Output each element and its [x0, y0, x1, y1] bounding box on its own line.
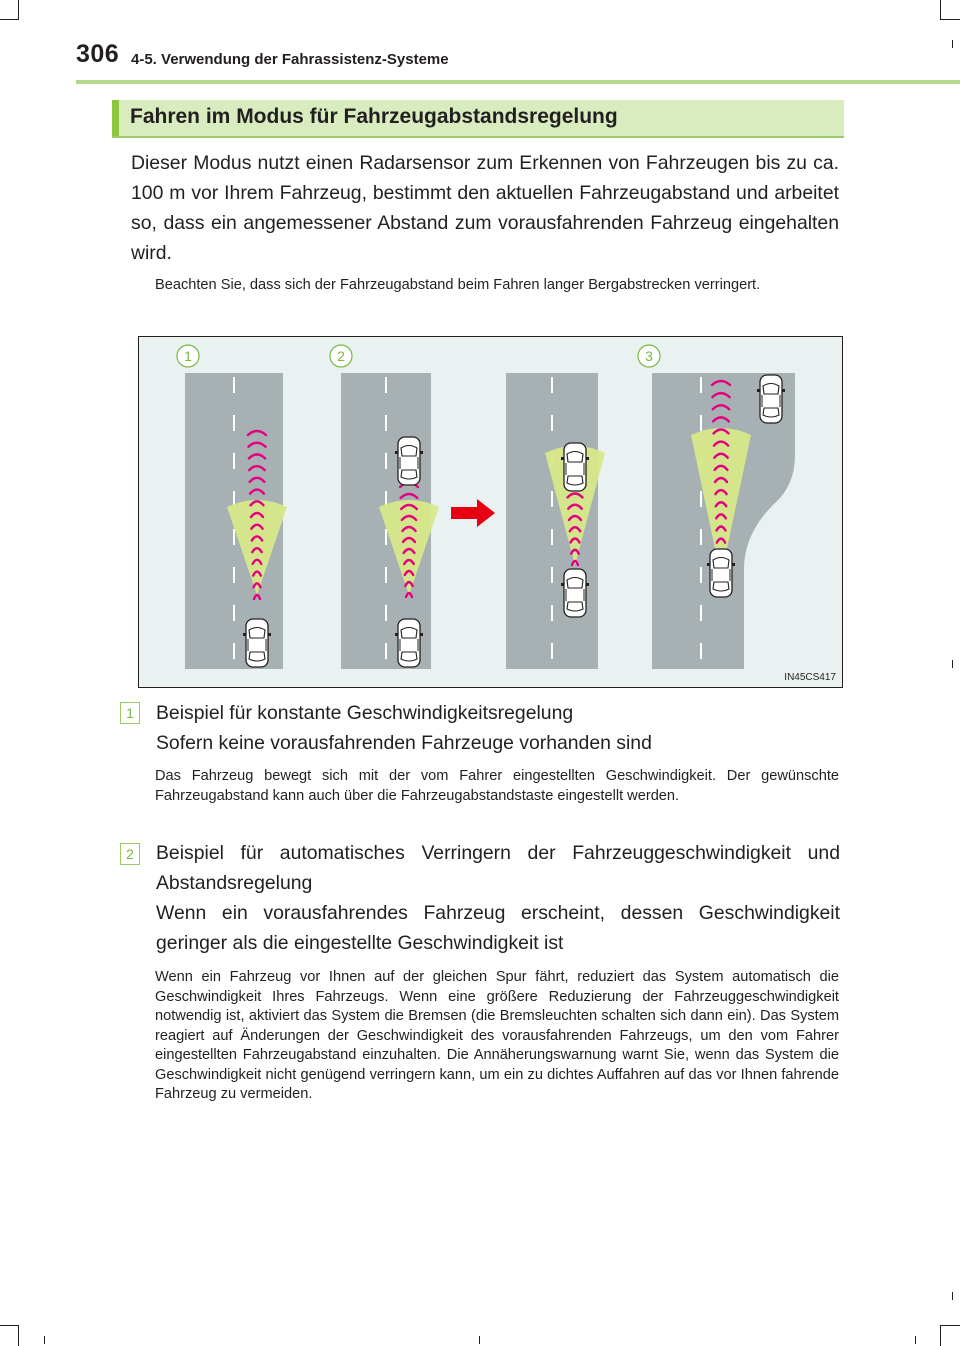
car-icon: [395, 437, 423, 485]
car-icon: [243, 619, 271, 667]
lane-marking: [233, 605, 235, 621]
lane-marking: [551, 491, 553, 507]
lane-marking: [385, 643, 387, 659]
crop-mark: [0, 19, 18, 20]
lane-marking: [700, 529, 702, 545]
lane-marking: [385, 605, 387, 621]
crop-mark: [44, 1336, 45, 1344]
lane-marking: [551, 643, 553, 659]
car-icon: [707, 549, 735, 597]
crop-mark: [940, 0, 941, 20]
radar-illustration: [139, 337, 842, 687]
lane-marking: [233, 453, 235, 469]
lane-marking: [233, 529, 235, 545]
item-heading-line: Beispiel für automatisches Verringern der Fahrzeuggeschwindigkeit und Abstandsregelung: [156, 842, 840, 894]
lane-marking: [233, 377, 235, 393]
lane-marking: [385, 453, 387, 469]
lane-marking: [385, 377, 387, 393]
lane-marking: [551, 529, 553, 545]
lane-marking: [385, 415, 387, 431]
section-accent: [112, 100, 119, 136]
car-icon: [561, 569, 589, 617]
item-heading-line: Beispiel für konstante Geschwindigkeitsregelung: [156, 702, 574, 724]
crop-mark: [952, 40, 953, 48]
item-heading: [156, 838, 840, 958]
crop-mark: [940, 1325, 941, 1346]
item-description: Wenn ein Fahrzeug vor Ihnen auf der gleichen Spur fährt, reduziert das System automatisch die Geschwindigkeit Ihres Fahrzeugs. Wenn eine größere Reduzierung der Fahrzeuggeschwindigkeit notwendig ist, aktiviert das System die Bremsen (die Bremsleuchten schalten sich dann ein). Das System reagiert auf Änderungen der Geschwindigkeit des vorausfahrenden Fahrzeugs, um den vom Fahrer eingestellten Fahrzeugabstand einzuhalten. Die Annäherungswarnung warnt Sie, wenn das System die Geschwindigkeit nicht genügend verringern kann, um ein zu dichtes Auffahren auf das vor Ihnen fahrende Fahrzeug zu vermeiden.: [155, 969, 839, 1102]
lane-marking: [700, 377, 702, 393]
lane-marking: [385, 567, 387, 583]
lane-marking: [700, 605, 702, 621]
lane-marking: [551, 605, 553, 621]
crop-mark: [940, 19, 960, 20]
figure-label: 1: [184, 348, 192, 364]
item-number-badge: 2: [120, 843, 140, 865]
item-heading: [156, 698, 840, 758]
section-title-bar: [112, 100, 844, 138]
lane-marking: [700, 567, 702, 583]
lane-marking: [233, 643, 235, 659]
crop-mark: [940, 1325, 960, 1326]
chapter-title: 4-5. Verwendung der Fahrassistenz-Systeme: [131, 51, 449, 68]
car-icon: [395, 619, 423, 667]
figure-label: 2: [337, 348, 345, 364]
lane-marking: [233, 415, 235, 431]
right-arrow-icon: [451, 499, 495, 527]
page-number: 306: [76, 40, 120, 68]
lane-marking: [551, 567, 553, 583]
car-icon: [561, 443, 589, 491]
car-icon: [757, 375, 785, 423]
crop-mark: [952, 660, 953, 668]
figure-label: 3: [645, 348, 653, 364]
section-title: Fahren im Modus für Fahrzeugabstandsregelung: [130, 105, 618, 128]
lane-marking: [551, 415, 553, 431]
lane-marking: [385, 529, 387, 545]
item-heading-line: Wenn ein vorausfahrendes Fahrzeug erscheint, dessen Geschwindigkeit geringer als die eingestellte Geschwindigkeit ist: [156, 902, 840, 954]
lane-marking: [700, 415, 702, 431]
lane-marking: [233, 567, 235, 583]
crop-mark: [18, 0, 19, 20]
crop-mark: [0, 1325, 18, 1326]
item-number-badge: 1: [120, 702, 140, 724]
figure-code: IN45CS417: [784, 672, 836, 683]
lane-marking: [700, 643, 702, 659]
item-heading-line: Sofern keine vorausfahrenden Fahrzeuge vorhanden sind: [156, 732, 652, 754]
item-description: Das Fahrzeug bewegt sich mit der vom Fahrer eingestellten Geschwindigkeit. Der gewünschte Fahrzeugabstand kann auch über die Fahrzeugabstandstaste eingestellt werden.: [155, 768, 839, 804]
radar-figure: [138, 336, 843, 688]
header-rule: [76, 80, 960, 84]
intro-paragraph: Dieser Modus nutzt einen Radarsensor zum Erkennen von Fahrzeugen bis zu ca. 100 m vor Ihrem Fahrzeug, bestimmt den aktuellen Fahrzeugabstand und arbeitet so, dass ein angemessener Abstand zum vorausfahrenden Fahrzeug eingehalten wird.: [131, 152, 839, 264]
crop-mark: [479, 1336, 480, 1344]
crop-mark: [915, 1336, 916, 1344]
lane-marking: [551, 377, 553, 393]
crop-mark: [18, 1325, 19, 1346]
lane-marking: [700, 491, 702, 507]
crop-mark: [952, 1292, 953, 1300]
intro-note: Beachten Sie, dass sich der Fahrzeugabstand beim Fahren langer Bergabstrecken verringert.: [155, 277, 761, 293]
